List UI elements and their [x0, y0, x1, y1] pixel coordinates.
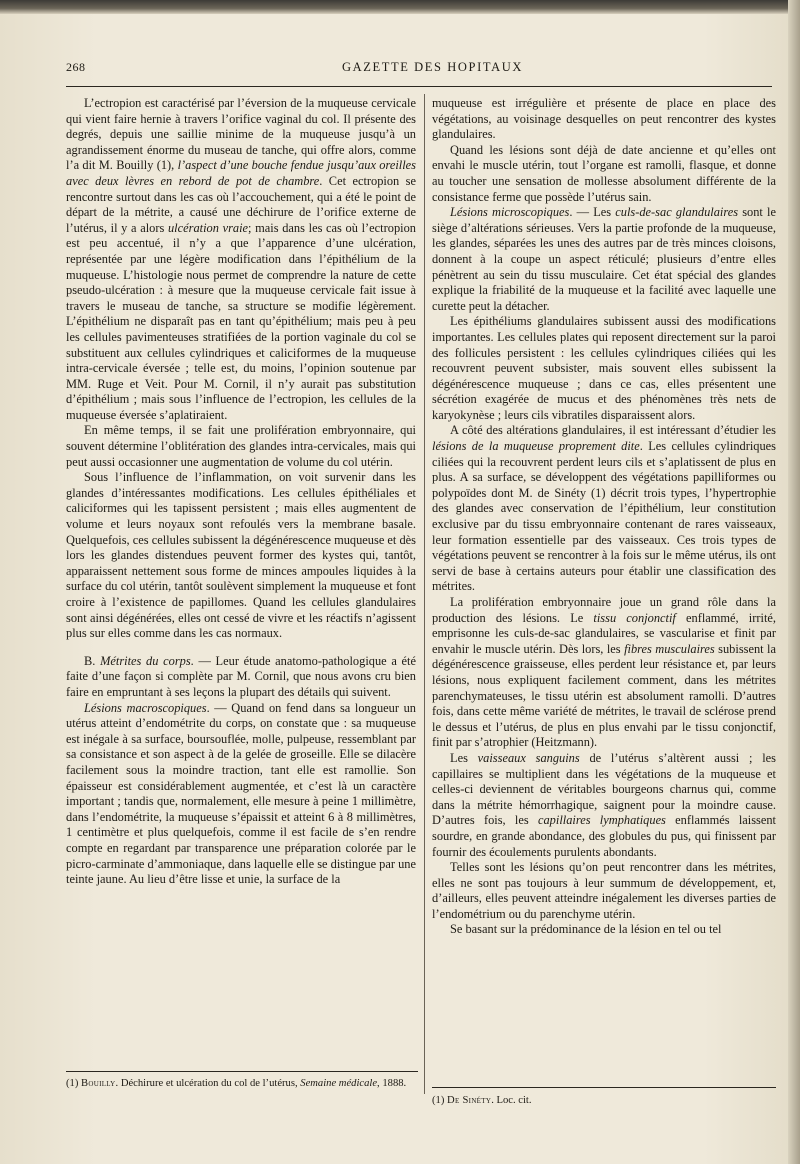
paragraph-vaisseaux: Les vaisseaux sanguins de l’utérus s’altèrent aussi ; les capillaires se multiplient dans les végétations de la muqueuse et celles-ci deviennent de véritables bourgeons charnus qui, comme dans la métrite hémorrhagique, saignent pour la moindre cause. D’autres fois, les capillaires lymphatiques enflammés laissent sourdre, en grande abondance, des globules du pus, qui finissent par fournir des écoulements purulents abondants.: [432, 750, 776, 859]
page-number: 268: [66, 60, 86, 74]
paragraph-muqueuse-proprement-dite: A côté des altérations glandulaires, il est intéressant d’étudier les lésions de la muqueuse proprement dite. Les cellules cylindriques ciliées qui la recouvrent perdent leurs cils et s’aplatissent de plus en plus. A sa surface, se développent des végétations papilliformes ou polypoïdes dont M. de Sinéty (1) décrit trois types, l’hypertrophie des glandes avec conservation de l’épithélium, leur constitution exclusive par du tissu embryonnaire contenant de rares vaisseaux, leur formation essentielle par des vaisseaux. Ces trois types de végétations peuvent se rencontrer à la fois sur le même utérus, ils ont servi de base à certains auteurs pour établir une classification des métrites.: [432, 423, 776, 594]
column-divider: [424, 94, 425, 1094]
left-column: [66, 96, 416, 888]
paragraph-inflammation: Sous l’influence de l’inflammation, on voit survenir dans les glandes d’intéressantes modifications. Les cellules épithéliales et caliciformes qui les tapissent persistent ; mais elles augmentent de volume et leurs noyaux sont refoulés vers la membrane basale. Quelquefois, ces cellules subissent la dégénérescence muqueuse et dès lors les glandes distendues peuvent former des kystes qui, tantôt, apparaissent nettement sous forme de minces ampoules liquides à la surface du col utérin, tantôt soulèvent simplement la muqueuse et font croire à l’existence de papillomes. Quand les cellules glandulaires sont ainsi dégénérées, elles ont cessé de vivre et les réactifs n’agissent plus sur elles comme dans les cas normaux.: [66, 470, 416, 641]
paragraph-telles-sont-les-lesions: Telles sont les lésions qu’on peut rencontrer dans les métrites, elles ne sont pas toujours à leur summum de développement, et, d’ailleurs, elles peuvent atteindre inégalement les diverses parties de l’endométrium ou du parenchyme utérin.: [432, 860, 776, 921]
scan-right-edge: [788, 0, 800, 1164]
paragraph-proliferation: En même temps, il se fait une prolifération embryonnaire, qui souvent détermine l’oblitération des glandes intra-cervicales, mais qui peut aussi occasionner une augmentation de volume du col utérin.: [66, 423, 416, 469]
footnote-right: (1) De Sinéty. Loc. cit.: [432, 1095, 532, 1106]
right-column: [432, 96, 776, 938]
paragraph-lesions-macroscopiques: Lésions macroscopiques. — Quand on fend dans sa longueur un utérus atteint d’endométrite du corps, on constate que : sa muqueuse est inégale à sa surface, boursouflée, molle, pulpeuse, ressemblant par sa consistance et son aspect à de la gelée de groseille. Elle se dilacère facilement sous la moindre traction, tant elle est ramollie. Son épaisseur est considérablement augmentée, et c’est là un caractère important ; tandis que, normalement, elle mesure à peine 1 millimètre, dans l’endométrite, la muqueuse s’épaissit et atteint 6 à 8 millimètres, 1 centimètre et plus quelquefois, comme il est facile de s’en rendre compte en regardant par transparence une préparation colorée par le picro-carminate d’ammoniaque, dans laquelle elle se distingue par une teinte jaune. Au lieu d’être lisse et unie, la surface de la: [66, 700, 416, 887]
footnote-left: (1) Bouilly. Déchirure et ulcération du col de l’utérus, Semaine médicale, 1888.: [66, 1078, 407, 1089]
header-rule: [66, 86, 772, 87]
paragraph-proliferation-embryonnaire: La prolifération embryonnaire joue un grand rôle dans la production des lésions. Le tissu conjonctif enflammé, irrité, emprisonne les culs-de-sac glandulaires, se vascularise et finit par envahir le muscle utérin. Dès lors, les fibres musculaires subissent la dégénérescence graisseuse, elles perdent leur résistance et, par leurs lésions, nous expliquent facilement comment, dans les métrites parenchymateuses, le tissu utérin est absolument ramolli. D’autres fois, dans cette même variété de métrites, le travail de sclérose prend le dessus et l’utérus, de plus en plus envahi par le tissu conjonctif, finit par s’atrophier (Heitzmann).: [432, 595, 776, 750]
paragraph-lesions-microscopiques: Lésions microscopiques. — Les culs-de-sac glandulaires sont le siège d’altérations sérieuses. Vers la partie profonde de la muqueuse, les glandes, séparées les unes des autres par de très minces cloisons, donnent à la coupe un aspect réticulé; plusieurs d’entre elles pénètrent au sein du tissu musculaire. Cet état spécial des glandes explique la friabilité de la muqueuse et la facilité avec laquelle une curette peut la détacher.: [432, 205, 776, 313]
paragraph-ectropion: L’ectropion est caractérisé par l’éversion de la muqueuse cervicale qui vient faire hernie à travers l’orifice vaginal du col. Il présente des degrés, depuis une saillie minime de la muqueuse jusqu’à un agrandissement énorme du museau de tanche, qui offre alors, comme l’a dit M. Bouilly (1), l’aspect d’une bouche fendue jusqu’aux oreilles avec deux lèvres en rebord de pot de chambre. Cet ectropion se rencontre surtout dans les cas où l’accouchement, qui a été le point de départ de la métrite, a causé une déchirure de l’orifice externe de l’utérus, il y a alors ulcération vraie; mais dans les cas où l’ectropion est peu accentué, il n’y a que l’apparence d’une ulcération, représentée par une légère modification dans l’épithélium de la muqueuse. L’histologie nous permet de comprendre la nature de cette pseudo-ulcération : à mesure que la muqueuse cervicale fait issue à travers le museau de tanche, sa structure se modifie légèrement. L’épithélium ne disparaît pas en tant qu’épithélium; mais peu à peu les cellules pavimenteuses stratifiées de la portion vaginale du col se substituent aux cellules cylindriques et caliciformes de la muqueuse intra-cervicale éversée ; telle est, du moins, l’opinion soutenue par MM. Ruge et Veit. Pour M. Cornil, il n’y aurait pas substitution d’épithélium ; mais sous l’influence de l’ectropion, les cellules de la muqueuse éversée s’aplatiraient.: [66, 96, 416, 422]
paragraph-se-basant: Se basant sur la prédominance de la lésion en tel ou tel: [450, 922, 722, 937]
footnote-rule-left: [66, 1071, 418, 1072]
footnote-rule-right: [432, 1087, 776, 1088]
paragraph-epitheliums: Les épithéliums glandulaires subissent aussi des modifications importantes. Les cellules plates qui reposent directement sur la paroi des follicules persistent : les cellules cylindriques ciliées qui les recouvrent peuvent subsister, mais souvent elles subissent la dégénérescence muqueuse ; dans ce cas, elles présentent une sécrétion exagérée de mucus et des phénomènes très nets de karyokynèse ; leurs cils vibratiles disparaissent alors.: [432, 314, 776, 422]
page-header: [66, 60, 766, 82]
paragraph-lesions-anciennes: Quand les lésions sont déjà de date ancienne et qu’elles ont envahi le muscle utérin, tout l’organe est ramolli, flasque, et donne au toucher une sensation de mollesse absolument différente de la consistance ferme que possède l’utérus sain.: [432, 142, 776, 204]
scan-top-edge: [0, 0, 800, 14]
running-title: GAZETTE DES HOPITAUX: [342, 60, 523, 74]
section-metrites-du-corps: B. Métrites du corps. — Leur étude anatomo-pathologique a été faite d’une façon si complète par M. Cornil, que nous avons cru bien faire en empruntant à ses leçons la plupart des détails qui suivent.: [66, 653, 416, 699]
paragraph-muqueuse-irreguliere: muqueuse est irrégulière et présente de place en place des végétations, au voisinage desquelles on peut rencontrer des kystes glandulaires.: [432, 96, 776, 142]
